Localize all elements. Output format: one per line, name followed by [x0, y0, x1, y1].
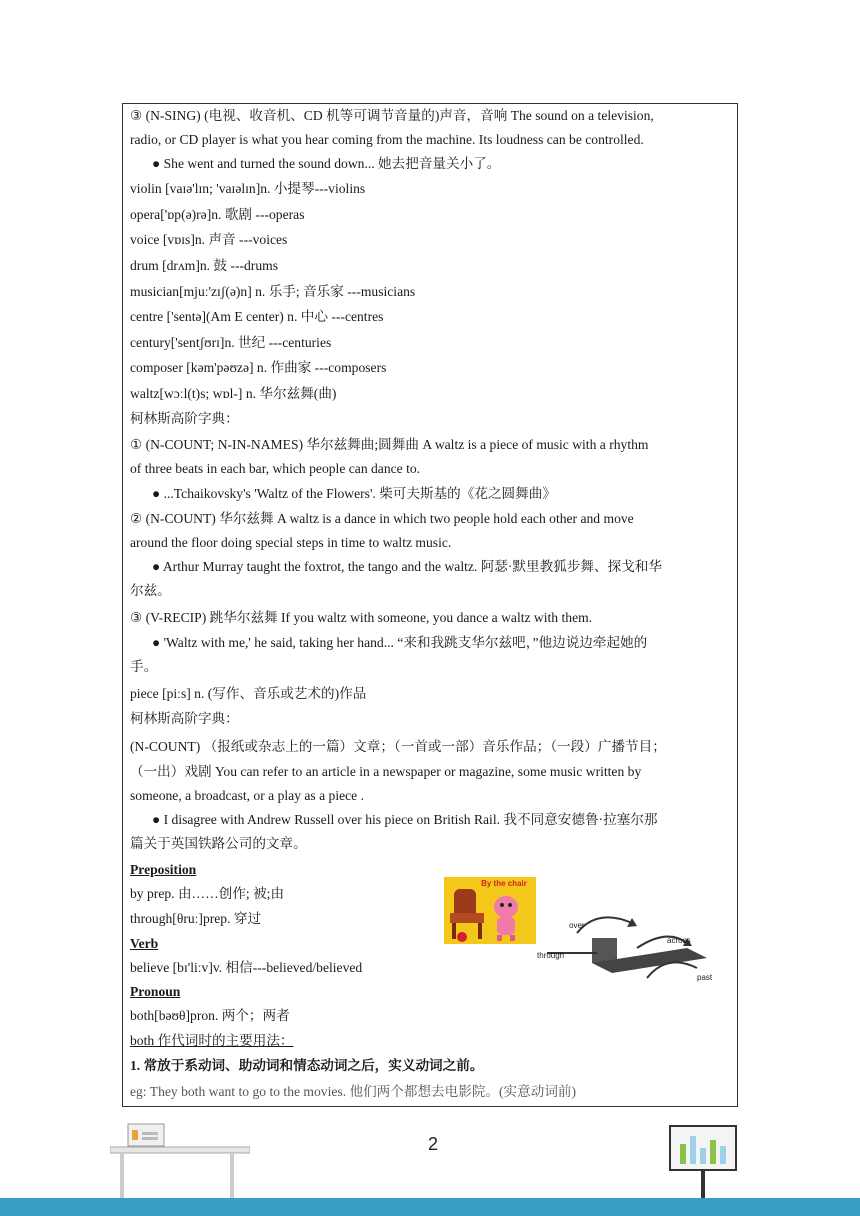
sense-3-line-2: radio, or CD player is what you hear coming from the machine. Its loudness can be controlled. — [130, 132, 644, 147]
vocab-centre: centre ['sentə](Am E center) n. 中心 ---centres — [130, 309, 384, 324]
waltz-sense-3: ③ (V-RECIP) 跳华尔兹舞 If you waltz with someone, you dance a waltz with them. — [130, 610, 593, 625]
both-usage-example: eg: They both want to go to the movies. 他们两个都想去电影院。(实意动词前) — [130, 1084, 577, 1099]
both-usage-rule-1: 1. 常放于系动词、助动词和情态动词之后，实义动词之前。 — [130, 1058, 484, 1073]
heading-verb: Verb — [130, 936, 159, 951]
example-sound: ● She went and turned the sound down... 她去把音量关小了。 — [152, 156, 501, 171]
piece-sense-line-3: someone, a broadcast, or a play as a piece . — [130, 788, 365, 803]
piece-sense-line-1: (N-COUNT) （报纸或杂志上的一篇）文章；（一首或一部）音乐作品；（一段）广播节目； — [130, 739, 666, 754]
sense-3-line-1: ③ (N-SING) (电视、收音机、CD 机等可调节音量的)声音，音响 The sound on a television, — [130, 108, 654, 123]
waltz-sense-1-line-2: of three beats in each bar, which people can dance to. — [130, 461, 421, 476]
svg-text:across: across — [667, 936, 691, 945]
waltz-sense-1-line-1: ① (N-COUNT; N-IN-NAMES) 华尔兹舞曲;圆舞曲 A waltz is a piece of music with a rhythm — [130, 437, 649, 452]
page-number: 2 — [428, 1134, 439, 1154]
vocab-opera: opera['ɒp(ə)rə]n. 歌剧 ---operas — [130, 207, 305, 222]
heading-pronoun: Pronoun — [130, 984, 181, 999]
both-usage-heading: both 作代词时的主要用法： — [130, 1033, 294, 1048]
collins-heading: 柯林斯高阶字典： — [130, 411, 239, 426]
desk-illustration — [110, 1122, 250, 1202]
example-arthur-murray-cont: 尔兹。 — [130, 583, 171, 598]
example-waltz-with-me: ● 'Waltz with me,' he said, taking her hand... “来和我跳支华尔兹吧，”他边说边牵起她的 — [152, 635, 648, 650]
collins-heading-2: 柯林斯高阶字典： — [130, 711, 239, 726]
vocab-by: by prep. 由……创作; 被;由 — [130, 886, 285, 901]
waltz-sense-2-line-1: ② (N-COUNT) 华尔兹舞 A waltz is a dance in which two people hold each other and move — [130, 511, 634, 526]
svg-text:past: past — [697, 973, 713, 982]
svg-text:through: through — [537, 951, 565, 960]
vocab-century: century['sentʃʊrɪ]n. 世纪 ---centuries — [130, 335, 332, 350]
vocab-through: through[θruː]prep. 穿过 — [130, 911, 262, 926]
example-andrew-russell: ● I disagree with Andrew Russell over his piece on British Rail. 我不同意安德鲁·拉塞尔那 — [152, 812, 658, 827]
heading-preposition: Preposition — [130, 862, 197, 877]
vocab-musician: musician[mjuː'zɪʃ(ə)n] n. 乐手; 音乐家 ---musicians — [130, 284, 416, 299]
vocab-piece: piece [piːs] n. (写作、音乐或艺术的)作品 — [130, 686, 367, 701]
vocab-violin: violin [vaɪə'lɪn; 'vaɪəlɪn]n. 小提琴---violins — [130, 181, 366, 196]
by-the-chair-image — [444, 877, 536, 944]
svg-text:By the chair: By the chair — [481, 879, 527, 888]
waltz-sense-2-line-2: around the floor doing special steps in time to waltz music. — [130, 535, 452, 550]
svg-text:over: over — [569, 921, 585, 930]
vocab-waltz: waltz[wɔːl(t)s; wɒl-] n. 华尔兹舞(曲) — [130, 386, 337, 401]
example-arthur-murray: ● Arthur Murray taught the foxtrot, the tango and the waltz. 阿瑟·默里教狐步舞、探戈和华 — [152, 559, 662, 574]
vocab-both: both[bəʊθ]pron. 两个；两者 — [130, 1008, 290, 1023]
example-waltz-flowers: ● ...Tchaikovsky's 'Waltz of the Flowers'. 柴可夫斯基的《花之圆舞曲》 — [152, 486, 556, 501]
prepositions-diagram — [537, 908, 727, 988]
vocab-composer: composer [kəm'pəʊzə] n. 作曲家 ---composers — [130, 360, 387, 375]
vocab-believe: believe [bɪ'liːv]v. 相信---believed/believed — [130, 960, 363, 975]
example-waltz-with-me-cont: 手。 — [130, 659, 158, 674]
vocab-drum: drum [drʌm]n. 鼓 ---drums — [130, 258, 278, 273]
example-andrew-russell-cont: 篇关于英国铁路公司的文章。 — [130, 836, 307, 851]
piece-sense-line-2: （一出）戏剧 You can refer to an article in a newspaper or magazine, some music written by — [130, 764, 642, 779]
vocab-voice: voice [vɒɪs]n. 声音 ---voices — [130, 232, 288, 247]
bottom-bar — [0, 1198, 860, 1216]
